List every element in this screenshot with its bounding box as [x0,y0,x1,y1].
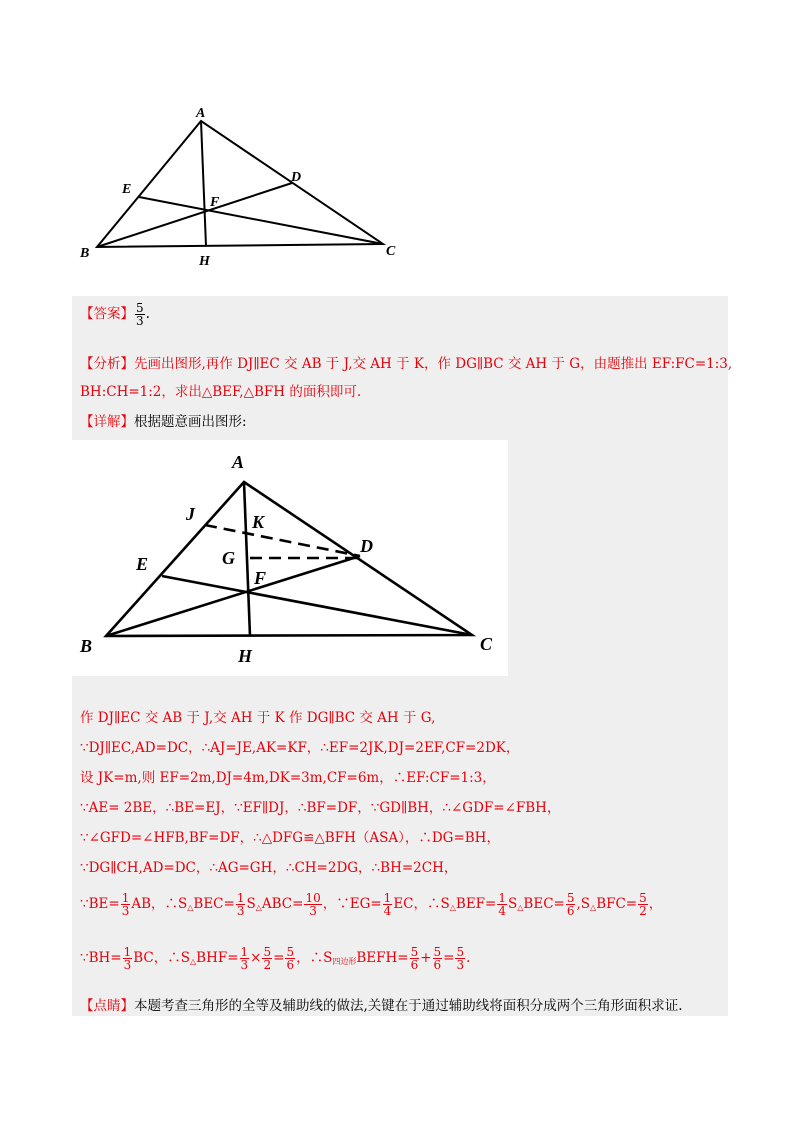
triangle-figure-2 [72,440,508,676]
detail-step-8: ∵BH= $\frac{1}{3}$ BC，$\therefore S_\triangle BHF=$ $\frac{1}{3}$ × $\frac{5}{2}$ = $\frac{5}{6}$ ，$\therefore S_{四边形}BEFH=$ $\frac{5}{6}$ + $\frac{5}{6}$ = $\frac{5}{3}$ . [80,945,471,972]
analysis-tag: 【分析】 [80,356,134,372]
label-a-2: A [232,452,245,472]
triangle-abc-outline [97,121,383,247]
segment-ec-2 [162,576,472,635]
label-c: C [386,244,396,259]
detail-step-4: ∵AE= 2BE，∴BE=EJ，∵EF∥DJ，∴BF=DF，∵GD∥BH，∴∠GDF=∠FBH， [80,800,561,816]
label-c-2: C [480,634,493,654]
comment-text: 本题考查三角形的全等及辅助线的做法,关键在于通过辅助线将面积分成两个三角形面积求证. [134,998,683,1014]
detail-intro: 根据题意画出图形: [134,414,247,430]
label-h-2: H [238,646,253,666]
label-k-2: K [252,512,265,532]
label-e: E [122,182,132,197]
analysis-text-2: BH:CH=1:2，求出△BEF,△BFH 的面积即可. [80,384,362,400]
label-j-2: J [186,504,195,524]
detail-step-5: ∵∠GFD=∠HFB,BF=DF，∴△DFG≌△BFH（ASA），∴DG=BH， [80,830,500,846]
answer-line: 【答案】 $\frac{5}{3}$ . [80,301,150,328]
analysis-line-2 [80,382,361,402]
comment-tag: 【点睛】 [80,998,134,1014]
detail-step-7: ∵BE= $\frac{1}{3}$ AB，$\therefore S_\triangle BEC=$ $\frac{1}{3}$ $S_\triangle ABC=$ $\frac{10}{3}$ ，∵EG= $\frac{1}{4}$ EC，$\therefore S_\triangle BEF=$ $\frac{1}{4}$ $S_\triangle BEC=$ $\frac{5}{6}$ $,S_\triangle BFC=$ $\frac{5}{2}$ ， [80,891,663,918]
analysis-line-1 [80,354,732,374]
detail-step-1: 作 DJ∥EC 交 AB 于 J,交 AH 于 K 作 DG∥BC 交 AH 于 G, [80,710,436,726]
detail-step-3: 设 JK=m,则 EF=2m,DJ=4m,DK=3m,CF=6m，∴EF:CF=1:3， [80,770,496,786]
label-h: H [199,254,210,269]
detail-tag: 【详解】 [80,414,134,430]
label-g-2: G [222,548,235,568]
label-d-2: D [360,536,373,556]
triangle-figure-1 [60,95,420,275]
segment-ah-2 [244,482,250,636]
label-a: A [196,106,206,121]
label-f-2: F [254,568,267,588]
label-f: F [210,195,220,210]
label-b: B [80,246,90,261]
label-d: D [291,170,302,185]
answer-tag: 【答案】 [80,306,134,322]
detail-intro-line [80,412,247,432]
detail-step-6: ∵DG∥CH,AD=DC，∴AG=GH，∴CH=2DG，∴BH=2CH， [80,860,458,876]
analysis-text-1: 先画出图形,再作 DJ∥EC 交 AB 于 J,交 AH 于 K，作 DG∥BC 交 AH 于 G，由题推出 EF:FC=1:3, [134,356,733,372]
segment-ah [201,121,206,246]
detail-step-2: ∵DJ∥EC,AD=DC，∴AJ=JE,AK=KF，∴EF=2JK,DJ=2EF,CF=2DK， [80,740,520,756]
label-b-2: B [80,636,93,656]
answer-fraction: $\frac{5}{3}$ [136,301,144,328]
comment-line [80,996,683,1016]
label-e-2: E [136,554,149,574]
